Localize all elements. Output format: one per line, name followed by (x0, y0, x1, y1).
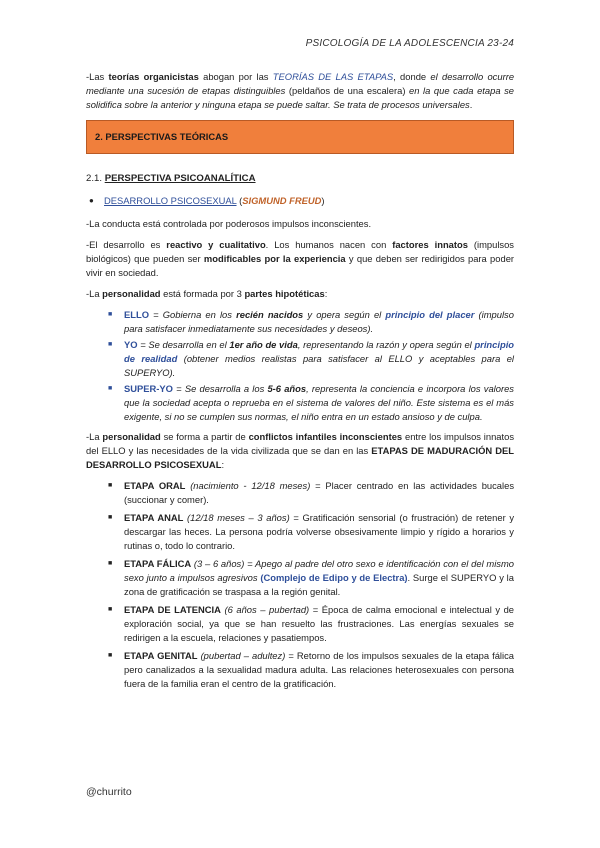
stage-item-latencia (108, 603, 514, 645)
text-bold: partes hipotéticas (244, 288, 325, 299)
stage-name: ETAPA DE LATENCIA (124, 604, 221, 615)
stage-complex: (Complejo de Edipo y de Electra) (260, 572, 408, 583)
stage-description: = Época de calma emocional e intelectual y de exploración social, ya que se han resuelto las frustraciones. Las energías sexuales se redirigen a la escuela, relaciones y pasatiempos. (124, 604, 515, 643)
text: : (324, 288, 328, 299)
text-bold: recién nacidos (236, 309, 304, 320)
text: entre los impulsos innatos del ELLO y las necesidades de la vida civilizada que se dan en las (86, 431, 515, 456)
text: = Gobierna en los (153, 309, 232, 320)
intro-text: -Las (86, 71, 105, 82)
text-bold: personalidad (102, 288, 161, 299)
text: = Se desarrolla a los (176, 383, 265, 394)
part-name: SUPER-YO (124, 383, 173, 394)
intro-text: el desarrollo ocurre mediante una sucesión de etapas distinguibles (86, 71, 515, 96)
topic-label: DESARROLLO PSICOSEXUAL (104, 195, 237, 206)
paren: ( (239, 195, 243, 206)
text: : (221, 459, 225, 470)
stage-age: (6 años – pubertad) (224, 604, 310, 615)
page-header: PSICOLOGÍA DE LA ADOLESCENCIA 23-24 (305, 38, 514, 49)
text: (impulso para satisfacer inmediatamente sus necesidades y deseos) (124, 309, 514, 334)
section-title: 2. PERSPECTIVAS TEÓRICAS (95, 131, 229, 142)
stages-list (86, 479, 514, 691)
personality-parts-list (86, 308, 514, 424)
text-bold: reactivo y cualitativo (166, 239, 266, 250)
text: , representa la conciencia e incorpora los valores que la sociedad acepta o reprueba en el sistema de valores del niño. Este sistema es el más exigente, si no se cumplen sus normas, el niño entra en un estado ansioso y de culpa. (124, 383, 514, 422)
text: y que deben ser redirigidos para poder vivir en sociedad. (86, 253, 515, 278)
part-item-superyo (108, 382, 514, 424)
text: -La (86, 288, 100, 299)
topic-list (86, 194, 514, 208)
subsection-number: 2.1. (86, 173, 103, 184)
paren: ) (321, 195, 325, 206)
stage-age: (12/18 meses – 3 años) (187, 512, 290, 523)
paragraph-personality (86, 287, 514, 301)
intro-text: en la que cada etapa se solidifica sobre la anterior y ninguna etapa se puede saltar. Se trata de procesos universales (86, 85, 515, 110)
text-bold: personalidad (102, 431, 161, 442)
intro-text: . (469, 99, 473, 110)
intro-term: teorías organicistas (108, 71, 199, 82)
text-bold: ETAPAS DE MADURACIÓN DEL DESARROLLO PSICOSEXUAL (86, 445, 514, 470)
topic-item (86, 194, 514, 208)
stage-name: ETAPA ORAL (124, 480, 186, 491)
stage-description: = Apego al padre del otro sexo e identificación con el del mismo sexo junto a impulsos agresivos (124, 558, 514, 583)
text-blue: principio del placer (385, 309, 475, 320)
part-item-yo (108, 338, 514, 380)
section-heading-bar (86, 120, 514, 154)
paragraph-development (86, 238, 514, 280)
text-bold: conflictos infantiles inconscientes (248, 431, 403, 442)
text-bold: modificables por la experiencia (203, 253, 346, 264)
intro-text: (peldaños de una escalera) (288, 85, 406, 96)
text: = Se desarrolla en el (140, 339, 227, 350)
stage-name: ETAPA ANAL (124, 512, 184, 523)
stage-description: = Retorno de los impulsos sexuales de la etapa fálica pero canalizados a la sexualidad madura adulta. Las relaciones heterosexuales con persona fuera de la familia eran el centro de la gratificación. (124, 650, 515, 689)
intro-theory: TEORÍAS DE LAS ETAPAS (272, 71, 394, 82)
stage-age: (pubertad – adultez) (200, 650, 286, 661)
stage-item-genital (108, 649, 514, 691)
stage-item-oral (108, 479, 514, 507)
stage-description: = Placer centrado en las actividades bucales (succionar y comer). (124, 480, 515, 505)
intro-paragraph (86, 70, 514, 112)
text: -El desarrollo es (86, 239, 161, 250)
subsection-heading (86, 172, 514, 186)
part-name: ELLO (124, 309, 149, 320)
text: -La (86, 431, 100, 442)
text: y opera según el (307, 309, 382, 320)
paragraph-conduct: -La conducta está controlada por poderosos impulsos inconscientes. (86, 218, 372, 229)
text: . Los humanos nacen con (265, 239, 387, 250)
stage-name: ETAPA FÁLICA (124, 558, 192, 569)
topic-author: SIGMUND FREUD (242, 195, 322, 206)
text-blue: principio de realidad (124, 339, 515, 364)
stage-age: (nacimiento - 12/18 meses) (190, 480, 311, 491)
part-name: YO (124, 339, 138, 350)
text: (impulsos biológicos) que pueden ser (86, 239, 514, 264)
intro-text: , donde (393, 71, 427, 82)
text-bold: 1er año de vida (229, 339, 298, 350)
intro-text: abogan por las (203, 71, 269, 82)
stage-description: . Surge el SUPERYO y la zona de gratificación se traspasa a la región genital. (124, 572, 514, 597)
stage-description: = Gratificación sensorial (o frustración) de retener y descargar las heces. La persona podría volverse obsesivamente limpio y rígido a horarios y rutinas o, todo lo contrario. (124, 512, 515, 551)
text: está formada por 3 (163, 288, 242, 299)
stage-age: (3 – 6 años) (193, 558, 245, 569)
text-bold: 5-6 años (267, 383, 307, 394)
text: . (172, 367, 176, 378)
text-bold: factores innatos (392, 239, 468, 250)
subsection-title: PERSPECTIVA PSICOANALÍTICA (104, 173, 256, 184)
stage-item-falica (108, 557, 514, 599)
footer-handle: @churrito (86, 786, 132, 798)
stage-item-anal (108, 511, 514, 553)
text: (obtener medios realistas para satisfacer al ELLO y aceptables para el SUPERYO) (124, 353, 515, 378)
stage-name: ETAPA GENITAL (124, 650, 198, 661)
page-content (86, 70, 514, 697)
paragraph-stages-intro (86, 430, 514, 472)
text: , representando la razón y opera según el (297, 339, 472, 350)
text: se forma a partir de (163, 431, 246, 442)
part-item-ello (108, 308, 514, 336)
text: . (370, 323, 374, 334)
